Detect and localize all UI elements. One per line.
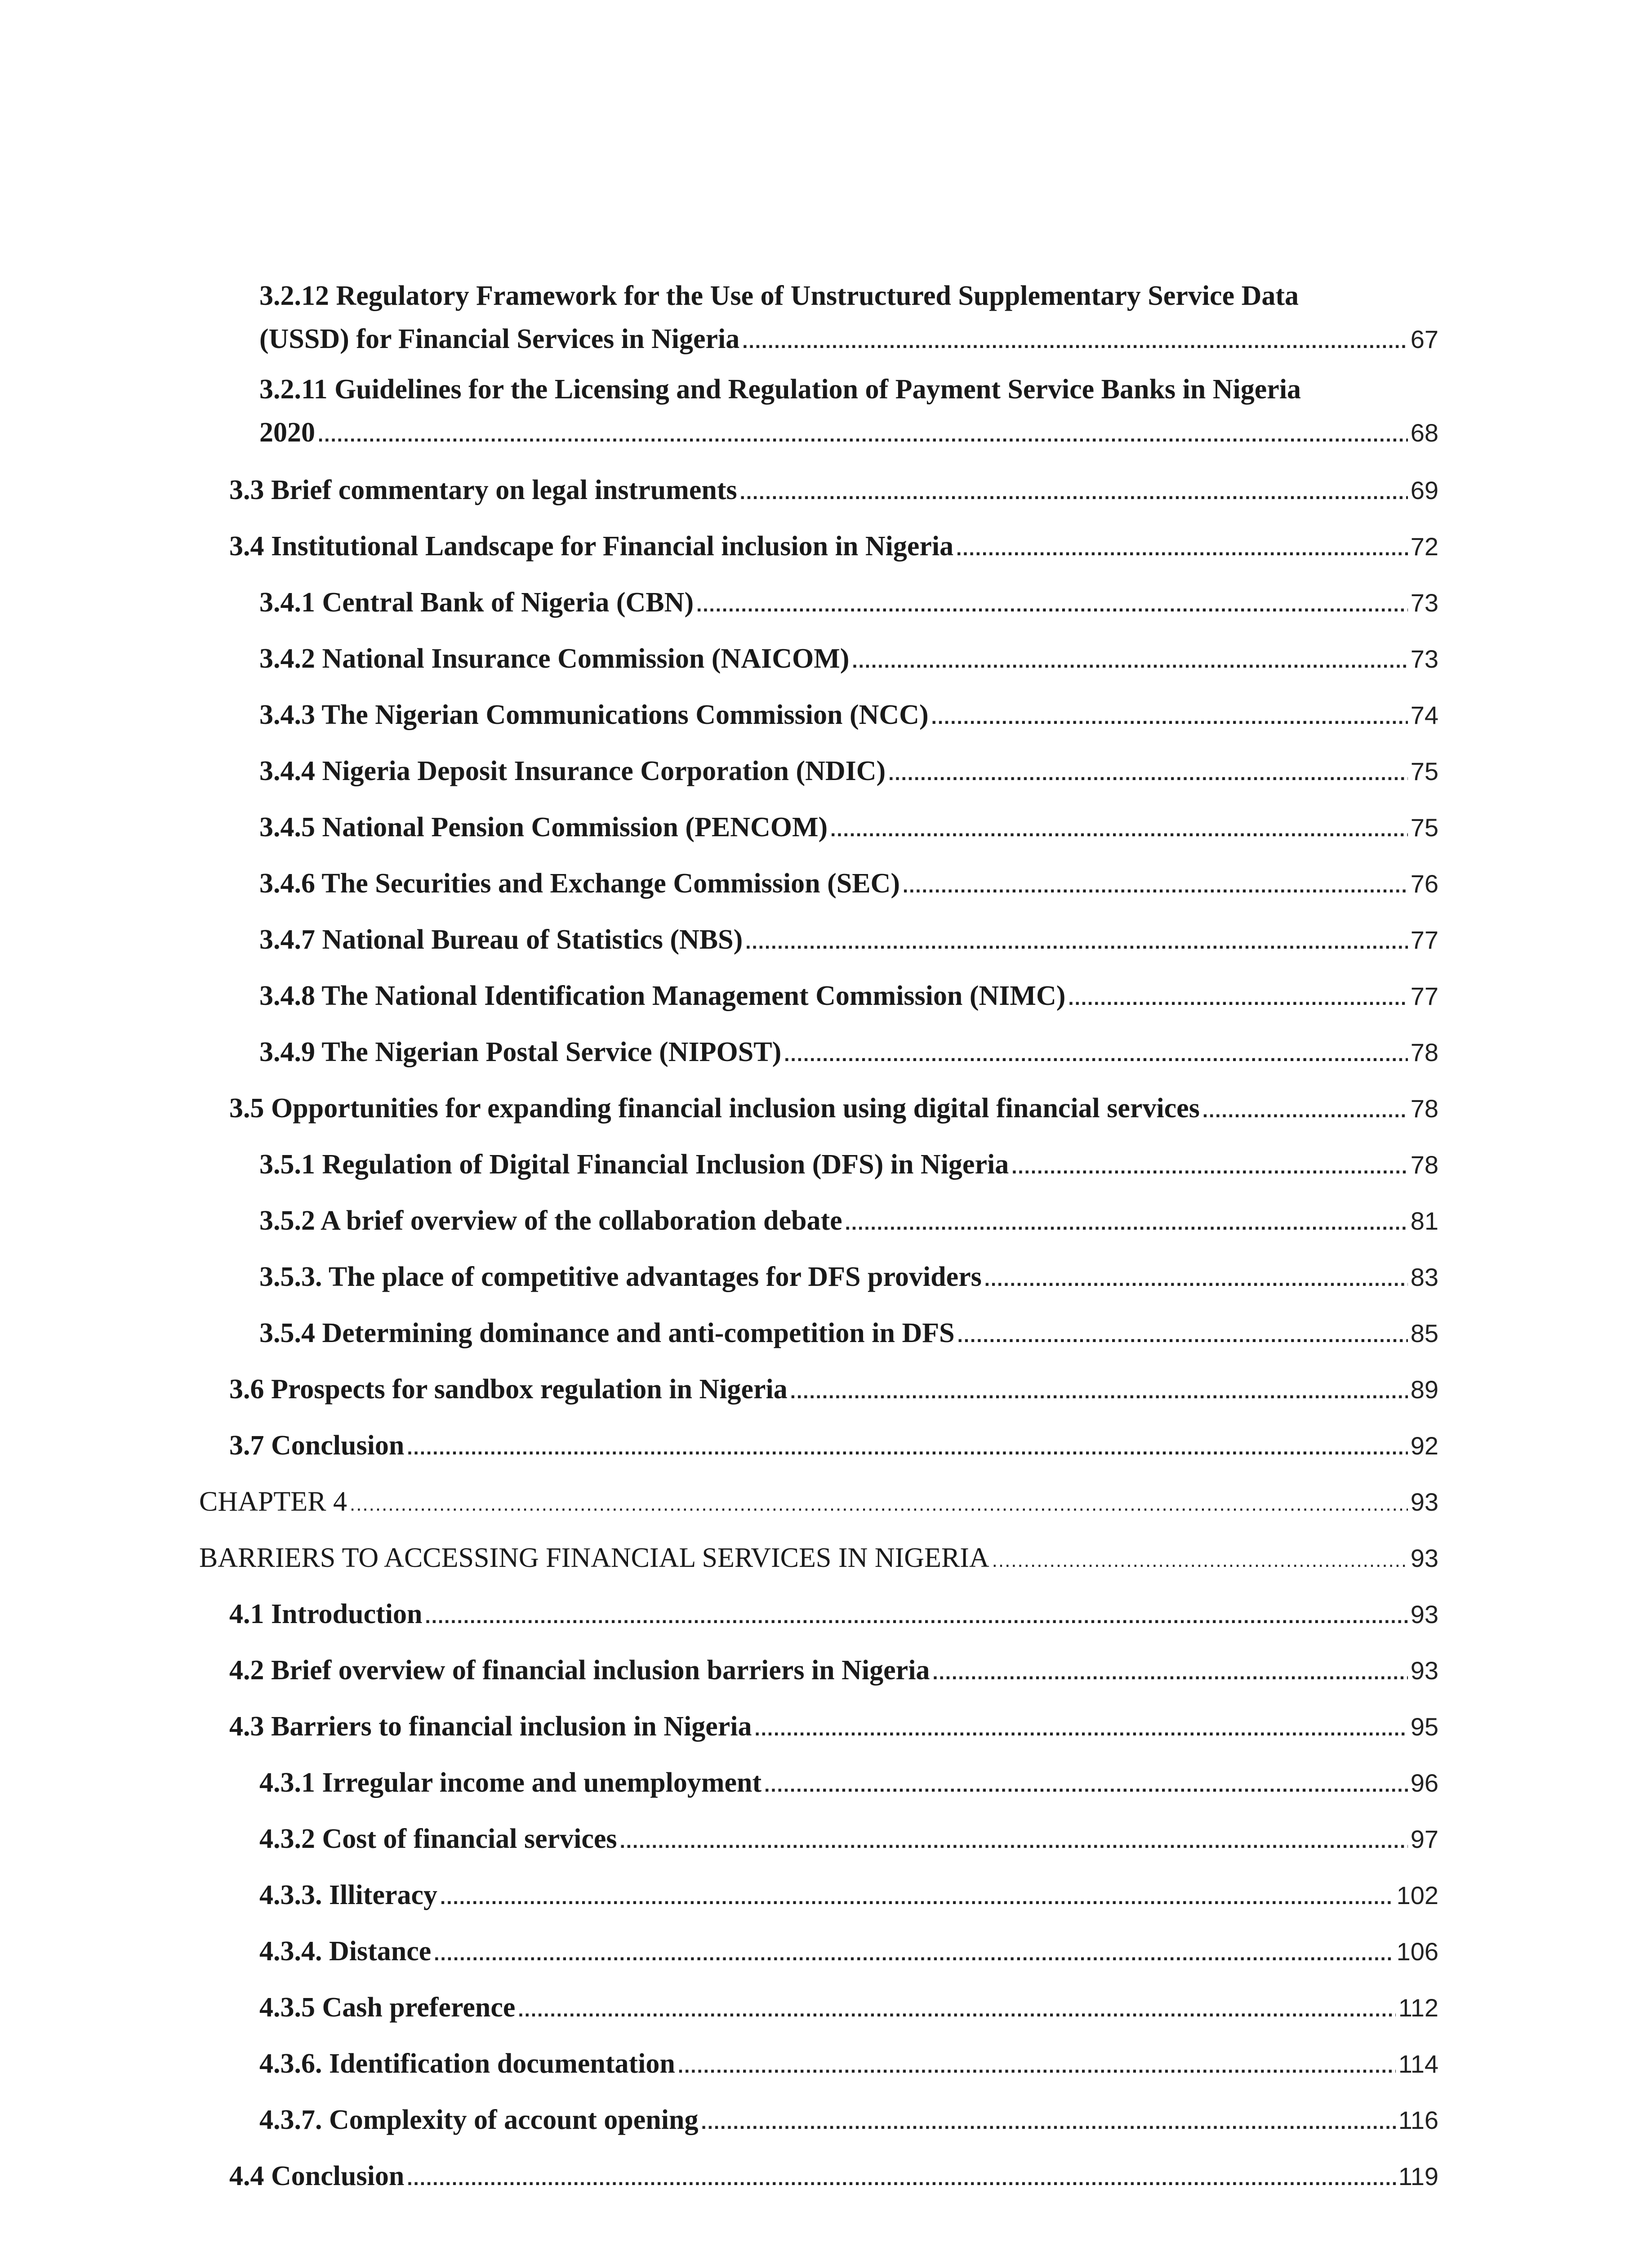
toc-page-number: 73 <box>1410 589 1438 617</box>
dot-leader <box>678 2045 1396 2088</box>
toc-entry-4-1[interactable] <box>229 1592 1438 1636</box>
toc-entry-title: 3.7 Conclusion <box>229 1430 405 1461</box>
toc-page-number: 68 <box>1410 419 1438 447</box>
toc-entry-title-line1: 3.2.12 Regulatory Framework for the Use of Unstructured Supplementary Service Data <box>259 281 1299 311</box>
toc-entry-title: 3.5 Opportunities for expanding financial inclusion using digital financial services <box>229 1093 1200 1124</box>
toc-entry-title: 4.4 Conclusion <box>229 2161 405 2191</box>
toc-page-number: 83 <box>1410 1263 1438 1291</box>
toc-page-number: 69 <box>1410 476 1438 504</box>
toc-page-number: 77 <box>1410 926 1438 954</box>
toc-entry-3-2-11[interactable] <box>259 368 1438 454</box>
toc-entry-4-3-6[interactable] <box>259 2042 1438 2085</box>
toc-entry-3-4-2[interactable] <box>259 637 1438 680</box>
toc-page-number: 116 <box>1398 2106 1438 2134</box>
dot-leader <box>696 584 1408 627</box>
dot-leader <box>407 2157 1395 2200</box>
toc-entry-title: 3.4.8 The National Identification Management Commission (NIMC) <box>259 981 1066 1011</box>
dot-leader <box>1202 1089 1408 1133</box>
toc-entry-title: CHAPTER 4 <box>199 1486 347 1517</box>
dot-leader <box>903 865 1408 908</box>
toc-entry-title: (USSD) for Financial Services in Nigeria <box>259 324 740 354</box>
toc-entry-4-2[interactable] <box>229 1649 1438 1692</box>
toc-entry-chapter-4[interactable] <box>199 1480 1438 1523</box>
toc-entry-4-4[interactable] <box>229 2154 1438 2198</box>
toc-page-number: 85 <box>1410 1319 1438 1347</box>
toc-entry-title: 2020 <box>259 417 315 448</box>
dot-leader <box>740 471 1408 514</box>
dot-leader <box>830 808 1408 852</box>
toc-entry-title: 4.1 Introduction <box>229 1599 423 1629</box>
toc-entry-3-5-3[interactable] <box>259 1255 1438 1298</box>
dot-leader <box>440 1876 1394 1919</box>
toc-entry-4-3[interactable] <box>229 1705 1438 1748</box>
dot-leader <box>350 1483 1408 1526</box>
toc-entry-3-4-9[interactable] <box>259 1030 1438 1074</box>
toc-page-number: 75 <box>1410 813 1438 842</box>
dot-leader <box>852 640 1407 683</box>
dot-leader <box>984 1258 1408 1301</box>
dot-leader <box>742 320 1407 363</box>
toc-entry-3-4-7[interactable] <box>259 918 1438 961</box>
toc-entry-title: 3.6 Prospects for sandbox regulation in Nigeria <box>229 1374 788 1405</box>
toc-page-number: 97 <box>1410 1825 1438 1853</box>
dot-leader <box>784 1033 1407 1076</box>
dot-leader <box>434 1932 1394 1976</box>
toc-entry-3-5-2[interactable] <box>259 1199 1438 1242</box>
dot-leader <box>754 1708 1407 1751</box>
toc-entry-3-5[interactable] <box>229 1087 1438 1130</box>
toc-entry-title: 3.4.2 National Insurance Commission (NAICOM) <box>259 643 850 674</box>
toc-page-number: 78 <box>1410 1094 1438 1123</box>
toc-entry-title: 3.4.3 The Nigerian Communications Commission (NCC) <box>259 700 929 730</box>
toc-entry-4-3-3[interactable] <box>259 1873 1438 1917</box>
toc-page-number: 74 <box>1410 701 1438 729</box>
toc-entry-title: 4.3.5 Cash preference <box>259 1992 516 2023</box>
toc-entry-title: 4.3.2 Cost of financial services <box>259 1824 617 1854</box>
toc-entry-title: 3.4.6 The Securities and Exchange Commission (SEC) <box>259 868 900 899</box>
dot-leader <box>745 921 1407 964</box>
toc-entry-3-5-4[interactable] <box>259 1311 1438 1355</box>
dot-leader <box>931 696 1408 739</box>
toc-entry-title: 3.4.1 Central Bank of Nigeria (CBN) <box>259 587 694 618</box>
toc-entry-4-3-4[interactable] <box>259 1930 1438 1973</box>
toc-entry-3-4-8[interactable] <box>259 974 1438 1017</box>
toc-page-number: 114 <box>1398 2050 1438 2078</box>
toc-page-number: 93 <box>1410 1656 1438 1685</box>
dot-leader <box>318 414 1408 457</box>
toc-entry-3-3[interactable] <box>229 468 1438 512</box>
toc-entry-title: 3.5.4 Determining dominance and anti-competition in DFS <box>259 1318 955 1348</box>
toc-page-number: 78 <box>1410 1038 1438 1066</box>
toc-page-number: 106 <box>1396 1937 1438 1966</box>
toc-entry-3-4-3[interactable] <box>259 693 1438 736</box>
toc-page-number: 75 <box>1410 757 1438 785</box>
toc-entry-title: 3.3 Brief commentary on legal instruments <box>229 475 737 505</box>
toc-entry-title: 4.3.1 Irregular income and unemployment <box>259 1767 762 1798</box>
toc-entry-title-line1: 3.2.11 Guidelines for the Licensing and Regulation of Payment Service Banks in Nigeria <box>259 374 1301 405</box>
toc-page-number: 76 <box>1410 870 1438 898</box>
toc-page-number: 112 <box>1398 1994 1438 2022</box>
toc-entry-title: 3.4.9 The Nigerian Postal Service (NIPOST) <box>259 1037 782 1067</box>
toc-entry-title: 4.3.3. Illiteracy <box>259 1880 438 1910</box>
dot-leader <box>764 1764 1408 1807</box>
dot-leader <box>701 2101 1396 2144</box>
dot-leader <box>888 752 1408 795</box>
toc-page-number: 95 <box>1410 1713 1438 1741</box>
toc-entry-3-4-5[interactable] <box>259 806 1438 849</box>
toc-entry-title: 4.3 Barriers to financial inclusion in Nigeria <box>229 1711 752 1742</box>
dot-leader <box>790 1370 1408 1414</box>
toc-entry-title: 3.4 Institutional Landscape for Financial inclusion in Nigeria <box>229 531 954 562</box>
toc-entry-title: BARRIERS TO ACCESSING FINANCIAL SERVICES IN NIGERIA <box>199 1543 989 1573</box>
toc-page-number: 81 <box>1410 1207 1438 1235</box>
toc-page-number: 77 <box>1410 982 1438 1010</box>
toc-entry-title: 4.2 Brief overview of financial inclusion barriers in Nigeria <box>229 1655 930 1686</box>
toc-entry-3-7[interactable] <box>229 1424 1438 1467</box>
toc-entry-title: 3.4.5 National Pension Commission (PENCOM) <box>259 812 828 843</box>
dot-leader <box>425 1595 1408 1638</box>
dot-leader <box>992 1539 1408 1582</box>
toc-entry-title: 4.3.6. Identification documentation <box>259 2048 675 2079</box>
toc-page-number: 93 <box>1410 1488 1438 1516</box>
dot-leader <box>1011 1146 1408 1189</box>
toc-entry-3-2-12[interactable] <box>259 274 1438 361</box>
toc-page-number: 93 <box>1410 1544 1438 1572</box>
toc-page-number: 73 <box>1410 645 1438 673</box>
toc-entry-title: 3.5.1 Regulation of Digital Financial Inclusion (DFS) in Nigeria <box>259 1149 1009 1180</box>
toc-entry-chapter-4-title[interactable] <box>199 1536 1438 1579</box>
toc-page-number: 67 <box>1410 325 1438 353</box>
toc-entry-3-4-4[interactable] <box>259 749 1438 793</box>
dot-leader <box>956 527 1408 571</box>
toc-page-number: 96 <box>1410 1769 1438 1797</box>
toc-entry-title: 4.3.7. Complexity of account opening <box>259 2105 699 2135</box>
toc-entry-4-3-7[interactable] <box>259 2098 1438 2141</box>
toc-entry-3-4-1[interactable] <box>259 581 1438 624</box>
toc-entry-title: 3.4.7 National Bureau of Statistics (NBS) <box>259 924 743 955</box>
toc-entry-title: 3.5.3. The place of competitive advantages for DFS providers <box>259 1262 982 1292</box>
dot-leader <box>518 1989 1395 2032</box>
toc-page-number: 92 <box>1410 1432 1438 1460</box>
toc-page-number: 78 <box>1410 1151 1438 1179</box>
dot-leader <box>932 1651 1407 1695</box>
toc-entry-4-3-5[interactable] <box>259 1986 1438 2029</box>
toc-page-number: 93 <box>1410 1600 1438 1628</box>
toc-entry-4-3-2[interactable] <box>259 1817 1438 1860</box>
toc-entry-title: 3.4.4 Nigeria Deposit Insurance Corporation (NDIC) <box>259 756 886 786</box>
toc-page-number: 119 <box>1398 2162 1438 2190</box>
dot-leader <box>957 1314 1408 1357</box>
toc-entry-3-6[interactable] <box>229 1368 1438 1411</box>
toc-entry-3-5-1[interactable] <box>259 1143 1438 1186</box>
toc-entry-3-4-6[interactable] <box>259 862 1438 905</box>
dot-leader <box>407 1427 1407 1470</box>
toc-page-number: 102 <box>1396 1881 1438 1909</box>
dot-leader <box>1068 977 1407 1020</box>
toc-entry-3-4[interactable] <box>229 525 1438 568</box>
dot-leader <box>620 1820 1408 1863</box>
toc-page-number: 72 <box>1410 532 1438 561</box>
toc-page-number: 89 <box>1410 1375 1438 1404</box>
toc-entry-title: 3.5.2 A brief overview of the collaboration debate <box>259 1205 842 1236</box>
toc-entry-title: 4.3.4. Distance <box>259 1936 432 1967</box>
dot-leader <box>845 1202 1408 1245</box>
toc-entry-4-3-1[interactable] <box>259 1761 1438 1804</box>
